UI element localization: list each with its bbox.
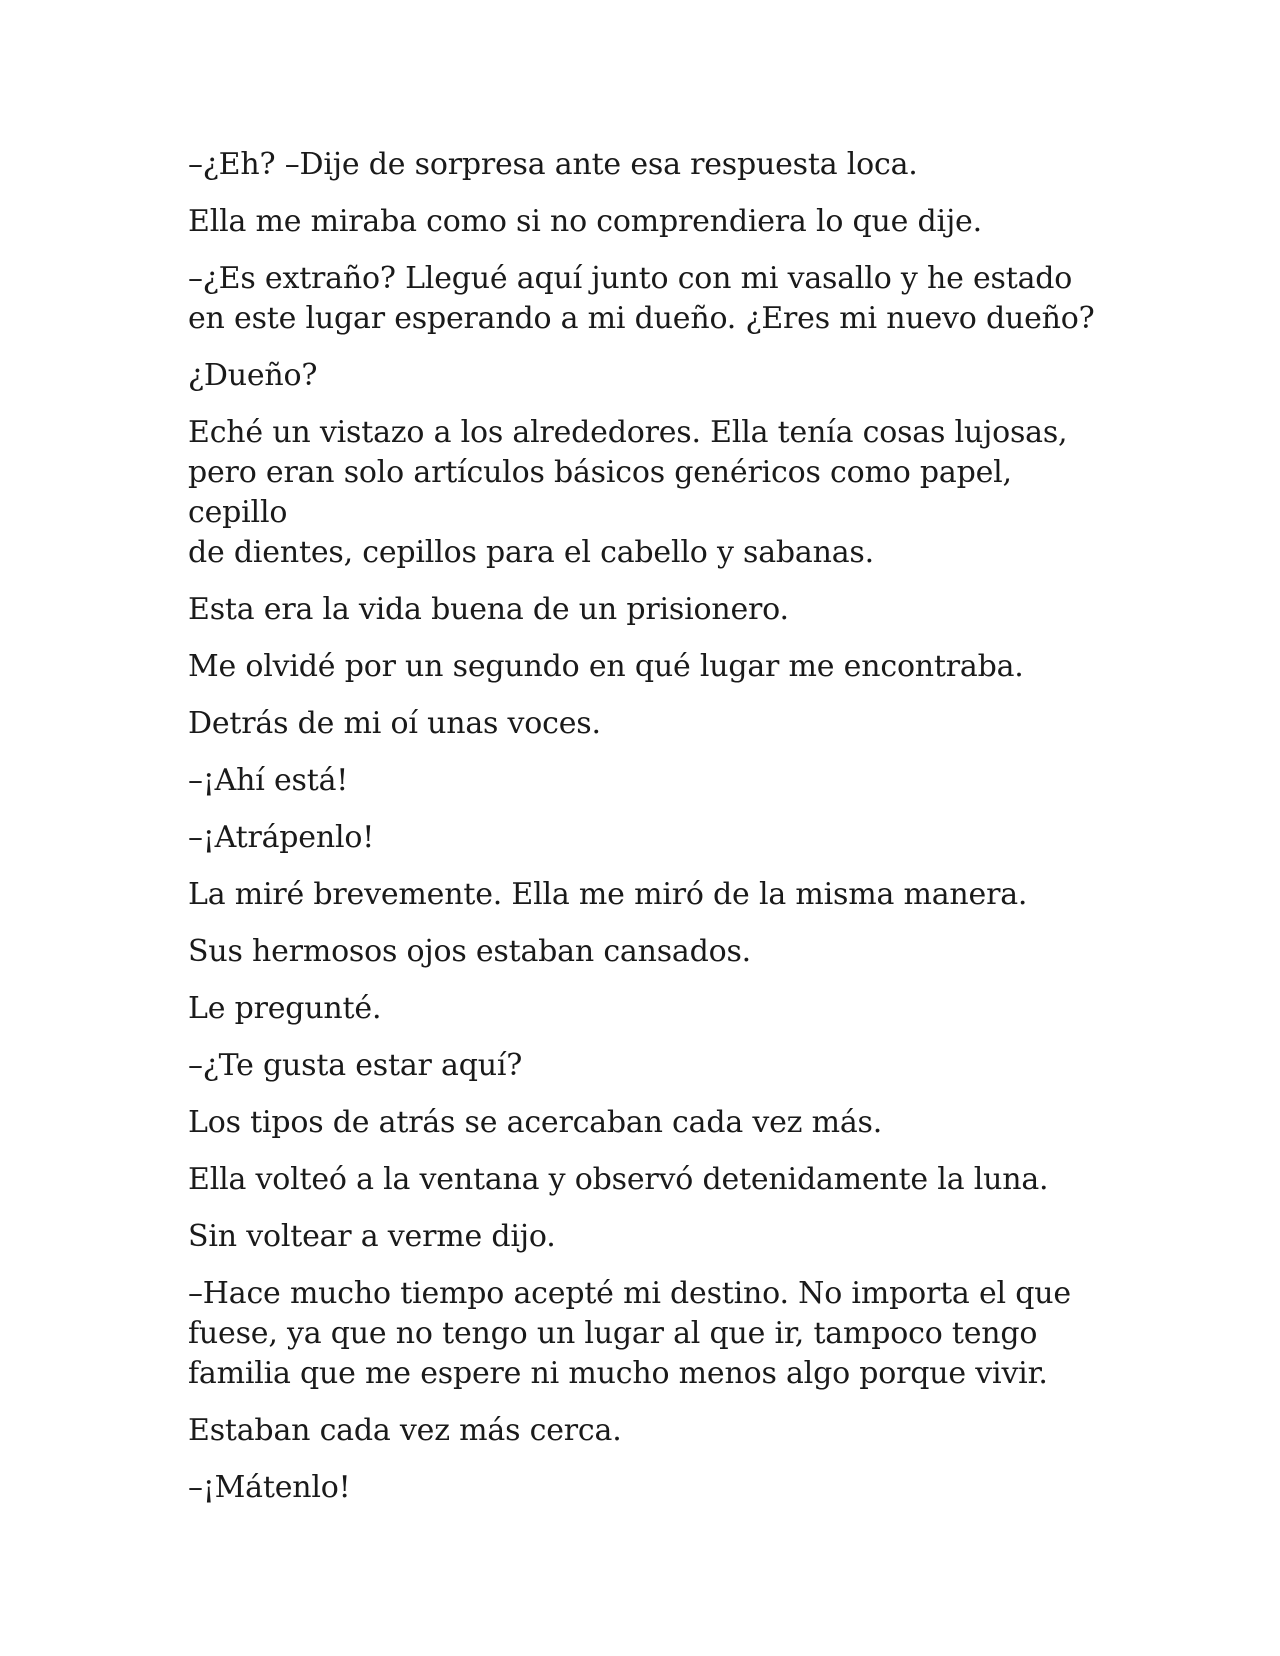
paragraph: Esta era la vida buena de un prisionero. [188, 592, 789, 627]
paragraph: –¡Atrápenlo! [188, 820, 375, 855]
paragraph: Sus hermosos ojos estaban cansados. [188, 934, 752, 969]
paragraph: Estaban cada vez más cerca. [188, 1413, 622, 1448]
paragraph: –¿Eh? –Dije de sorpresa ante esa respuesta loca. [188, 147, 918, 182]
paragraph: Los tipos de atrás se acercaban cada vez más. [188, 1105, 883, 1140]
paragraph: Ella volteó a la ventana y observó detenidamente la luna. [188, 1162, 1049, 1197]
paragraph: Le pregunté. [188, 991, 382, 1026]
paragraph: –¿Es extraño? Llegué aquí junto con mi vasallo y he estado en este lugar esperando a mi dueño. ¿Eres mi nuevo dueño? [188, 261, 1095, 336]
paragraph: La miré brevemente. Ella me miró de la misma manera. [188, 877, 1028, 912]
paragraph: Detrás de mi oí unas voces. [188, 706, 601, 741]
document-page [188, 145, 1098, 1525]
paragraph: Sin voltear a verme dijo. [188, 1219, 556, 1254]
paragraph: –¡Mátenlo! [188, 1470, 351, 1505]
paragraph: –¡Ahí está! [188, 763, 349, 798]
paragraph: Me olvidé por un segundo en qué lugar me encontraba. [188, 649, 1024, 684]
paragraph: Ella me miraba como si no comprendiera lo que dije. [188, 204, 982, 239]
paragraph: –Hace mucho tiempo acepté mi destino. No importa el que fuese, ya que no tengo un lugar al que ir, tampoco tengo familia que me espere ni mucho menos algo porque vivir. [188, 1276, 1071, 1391]
paragraph: Eché un vistazo a los alrededores. Ella tenía cosas lujosas, pero eran solo artículos básicos genéricos como papel, cepillo de dientes, cepillos para el cabello y sabanas. [188, 415, 1068, 570]
paragraph: –¿Te gusta estar aquí? [188, 1048, 523, 1083]
paragraph: ¿Dueño? [188, 358, 318, 393]
